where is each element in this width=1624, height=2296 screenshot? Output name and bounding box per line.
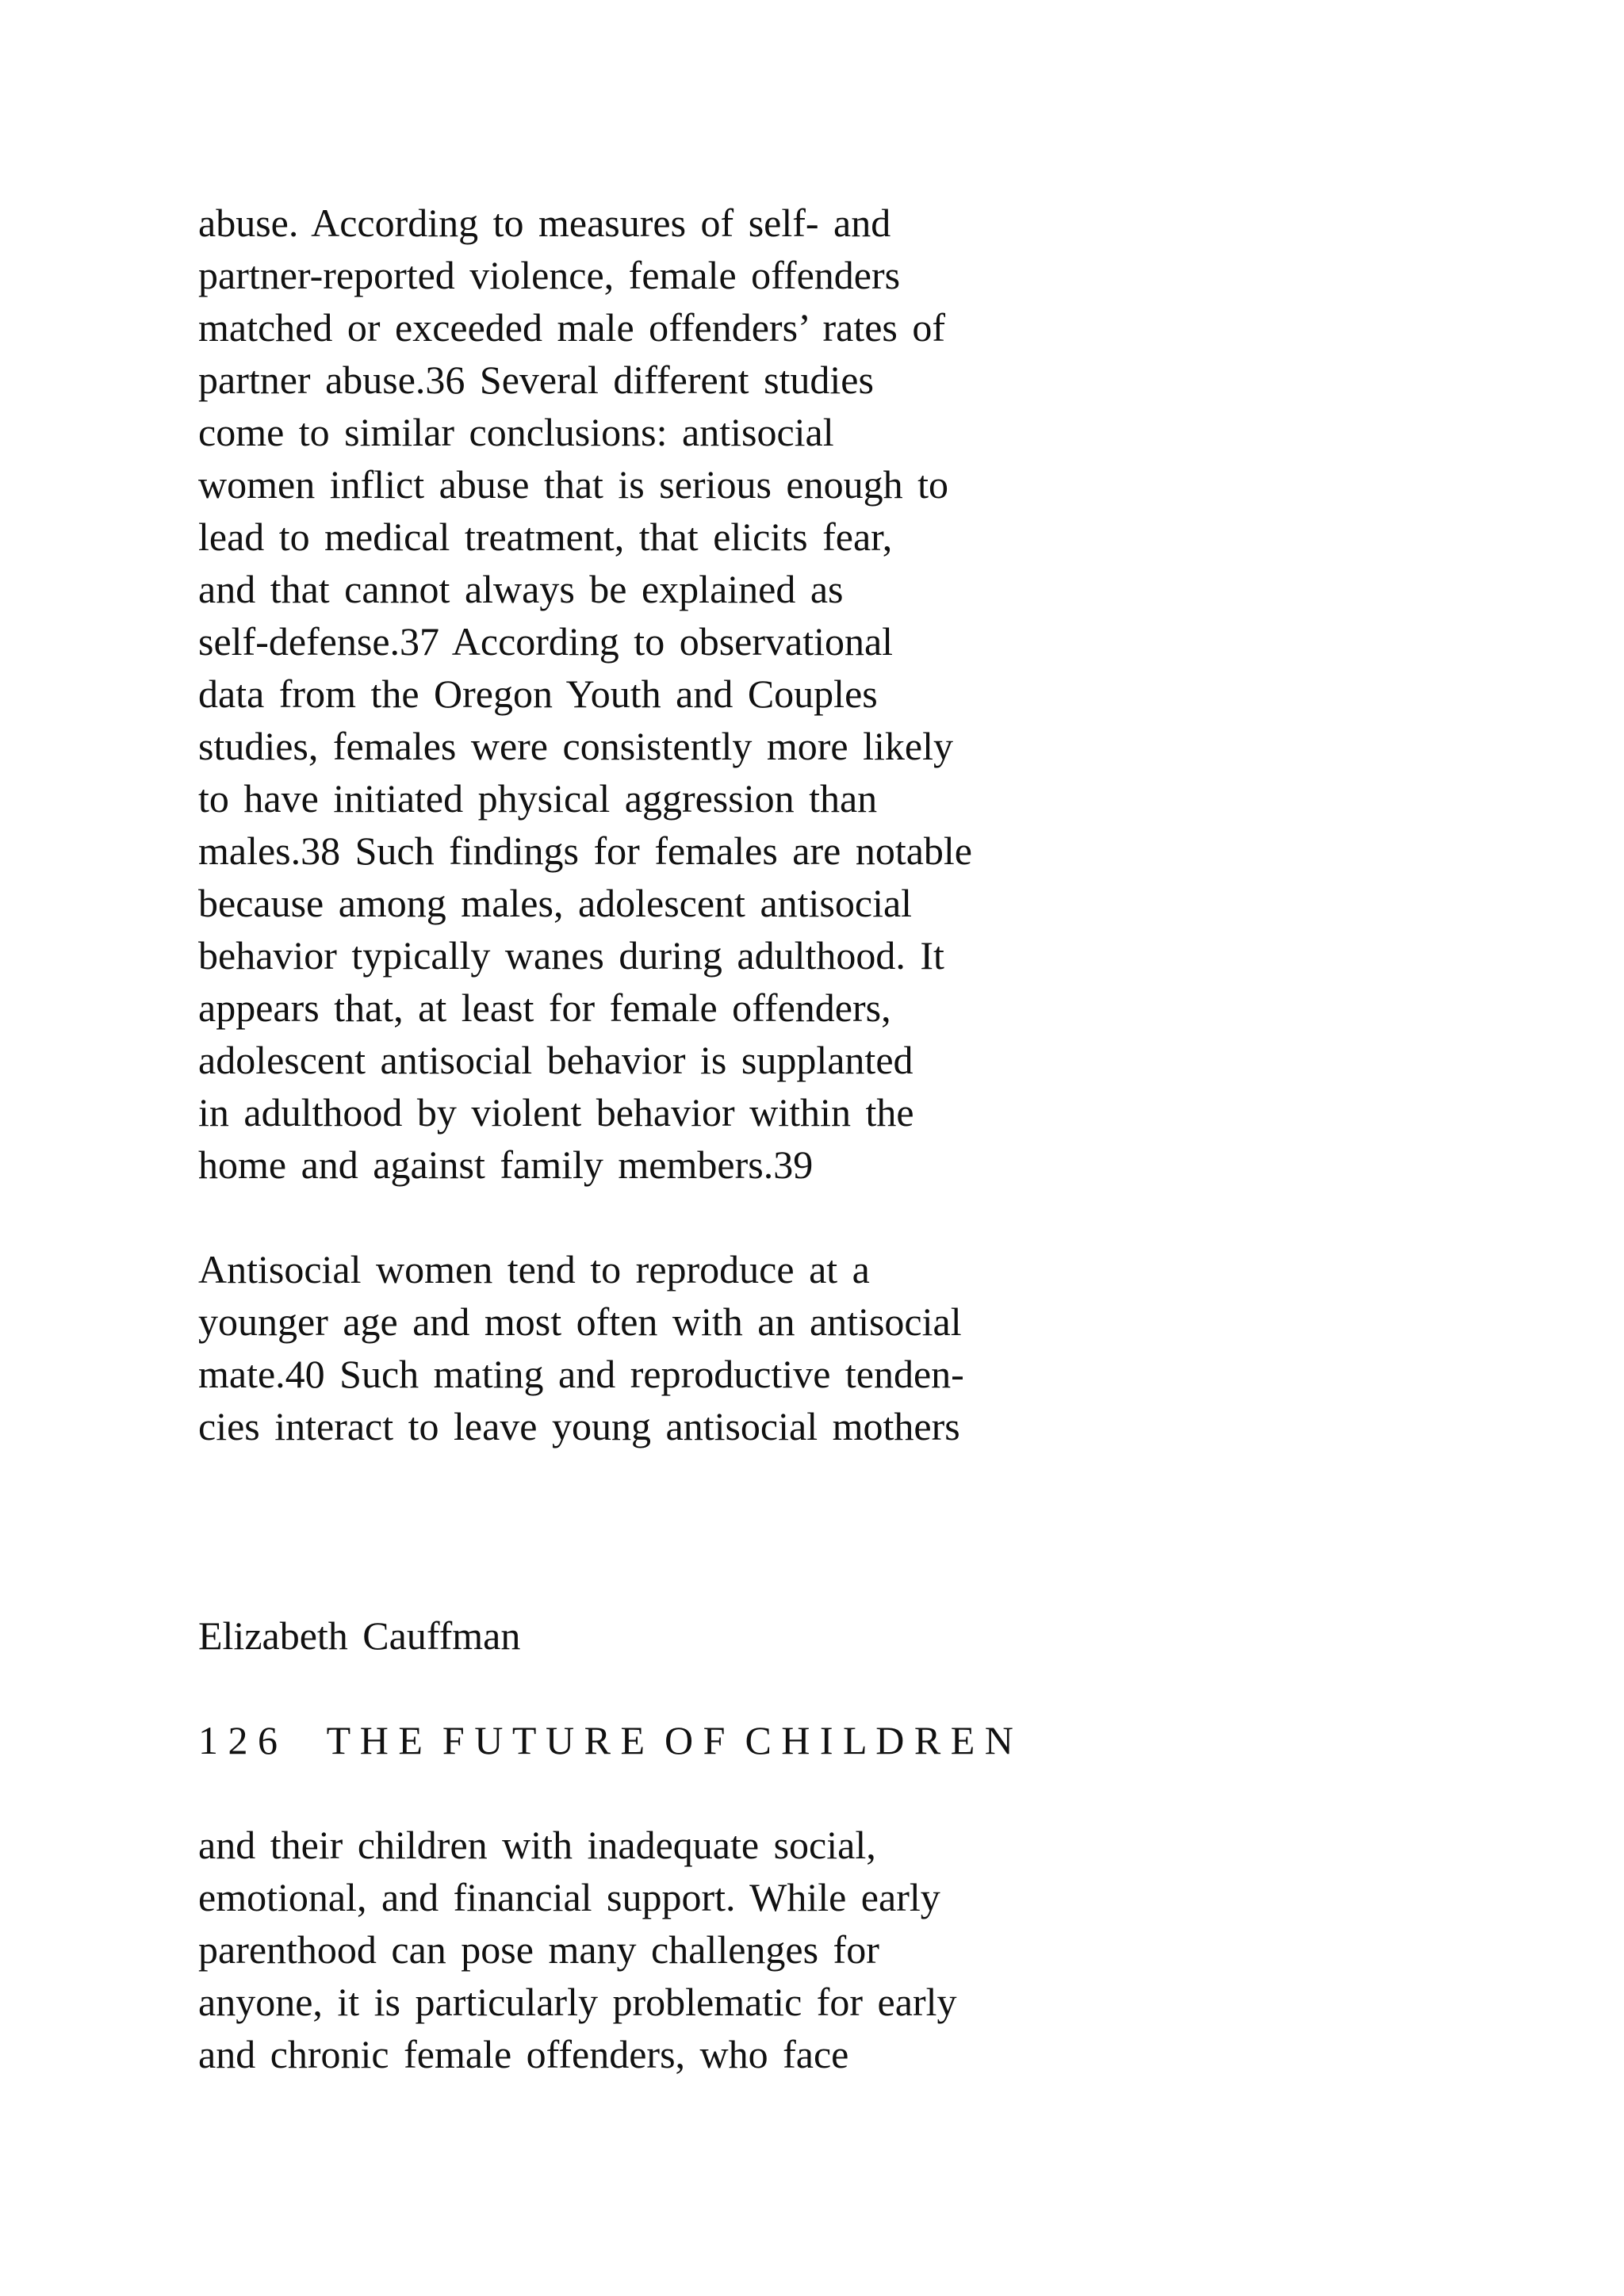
text-line: Antisocial women tend to reproduce at a bbox=[198, 1247, 870, 1292]
text-line: parenthood can pose many challenges for bbox=[198, 1927, 879, 1972]
text-line: because among males, adolescent antisocial bbox=[198, 881, 913, 925]
text-line: abuse. According to measures of self- and bbox=[198, 201, 891, 245]
text-line: self-defense.37 According to observational bbox=[198, 619, 894, 664]
text-line: behavior typically wanes during adulthood. It bbox=[198, 933, 944, 978]
text-line: appears that, at least for female offenders, bbox=[198, 985, 891, 1030]
text-line: to have initiated physical aggression than bbox=[198, 776, 878, 821]
text-line: partner abuse.36 Several different studies bbox=[198, 358, 874, 402]
text-line: data from the Oregon Youth and Couples bbox=[198, 672, 878, 716]
author-name: Elizabeth Cauffman bbox=[198, 1613, 521, 1658]
text-line: in adulthood by violent behavior within the bbox=[198, 1090, 914, 1135]
text-line: emotional, and financial support. While early bbox=[198, 1875, 940, 1919]
text-line: studies, females were consistently more likely bbox=[198, 724, 953, 768]
text-line: mate.40 Such mating and reproductive tenden- bbox=[198, 1352, 964, 1396]
text-line: anyone, it is particularly problematic for early bbox=[198, 1980, 957, 2024]
text-line: and chronic female offenders, who face bbox=[198, 2032, 849, 2076]
text-line: males.38 Such findings for females are notable bbox=[198, 828, 972, 873]
text-line: home and against family members.39 bbox=[198, 1142, 814, 1187]
text-line: women inflict abuse that is serious enough to bbox=[198, 462, 949, 507]
text-line: matched or exceeded male offenders’ rates of bbox=[198, 305, 946, 350]
text-line: cies interact to leave young antisocial mothers bbox=[198, 1404, 960, 1448]
text-line: come to similar conclusions: antisocial bbox=[198, 410, 834, 454]
text-line: partner-reported violence, female offenders bbox=[198, 253, 901, 297]
text-line: adolescent antisocial behavior is supplanted bbox=[198, 1038, 914, 1082]
text-line: and their children with inadequate social, bbox=[198, 1823, 876, 1867]
text-line: lead to medical treatment, that elicits fear, bbox=[198, 515, 893, 559]
text-line: younger age and most often with an antisocial bbox=[198, 1299, 962, 1344]
text-line: and that cannot always be explained as bbox=[198, 567, 844, 611]
running-header: 1 2 6 T H E F U T U R E O F C H I L D R E N bbox=[198, 1718, 1013, 1762]
